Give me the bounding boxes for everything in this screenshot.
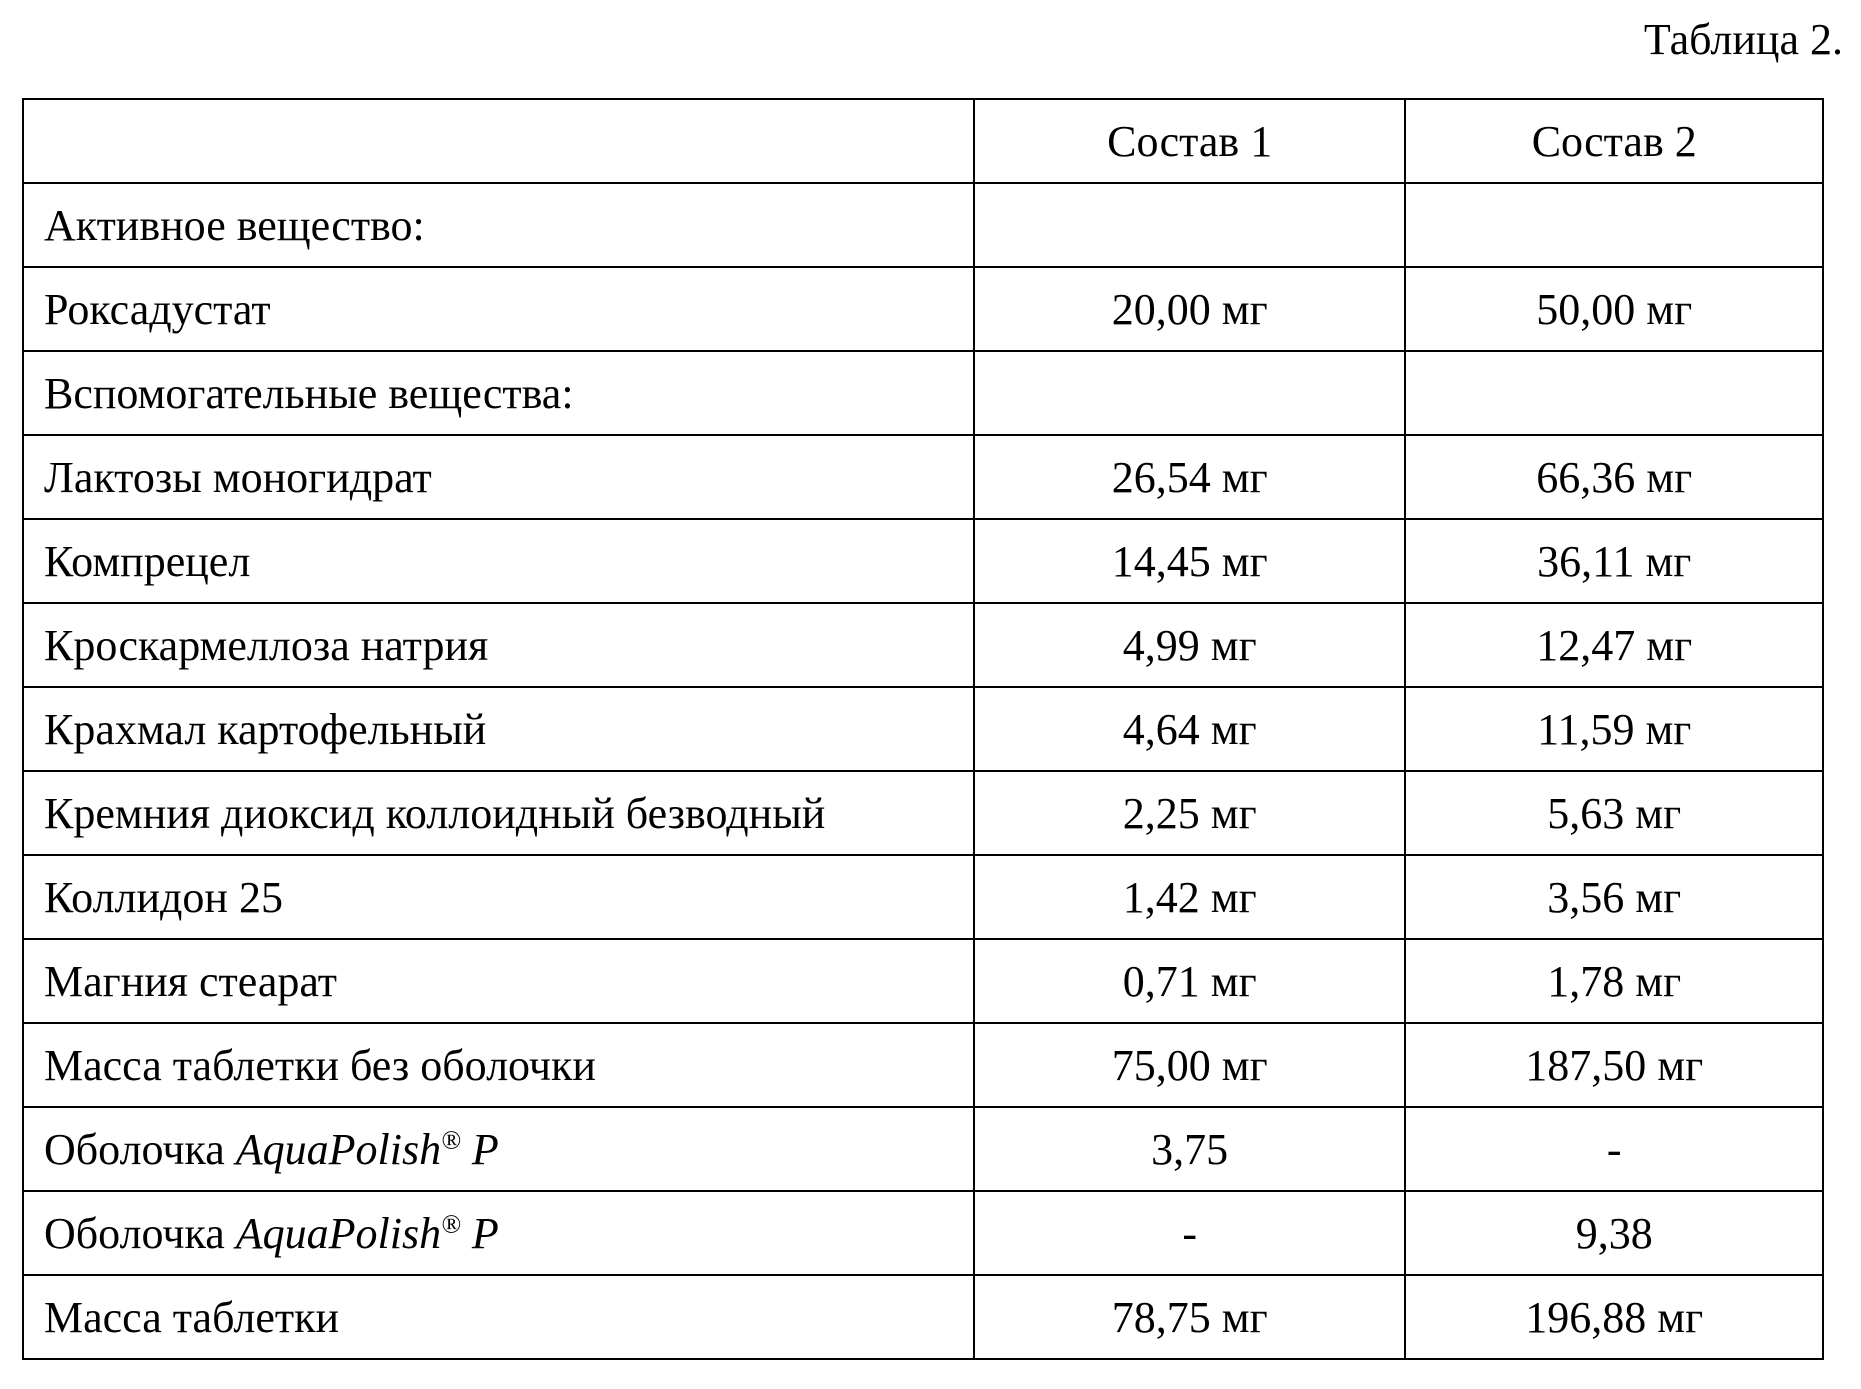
coating-prefix: Оболочка	[44, 1208, 236, 1258]
table-row-total	[23, 1275, 1823, 1359]
composition-2-value: 9,38	[1405, 1191, 1823, 1275]
composition-1-value	[974, 183, 1406, 267]
ingredient-name: Кремния диоксид коллоидный безводный	[23, 771, 974, 855]
composition-2-value: 12,47 мг	[1405, 603, 1823, 687]
table-row	[23, 603, 1823, 687]
composition-1-value: 14,45 мг	[974, 519, 1406, 603]
table-caption: Таблица 2.	[1643, 15, 1843, 64]
composition-2-value: 1,78 мг	[1405, 939, 1823, 1023]
ingredient-name: Магния стеарат	[23, 939, 974, 1023]
ingredient-name: Масса таблетки без оболочки	[23, 1023, 974, 1107]
coating-suffix: P	[460, 1124, 499, 1174]
ingredient-name: Масса таблетки	[23, 1275, 974, 1359]
table-row	[23, 435, 1823, 519]
table-row	[23, 939, 1823, 1023]
coating-brand: AquaPolish	[235, 1124, 442, 1174]
header-col1: Состав 1	[974, 99, 1406, 183]
composition-2-value	[1405, 183, 1823, 267]
coating-brand: AquaPolish	[235, 1208, 442, 1258]
table-row	[23, 687, 1823, 771]
ingredient-name: Лактозы моногидрат	[23, 435, 974, 519]
composition-1-value: 75,00 мг	[974, 1023, 1406, 1107]
table-row	[23, 267, 1823, 351]
composition-1-value: 20,00 мг	[974, 267, 1406, 351]
composition-2-value: 11,59 мг	[1405, 687, 1823, 771]
ingredient-name: Активное вещество:	[23, 183, 974, 267]
ingredient-name: Вспомогательные вещества:	[23, 351, 974, 435]
ingredient-name	[23, 1107, 974, 1191]
composition-table	[22, 98, 1824, 1360]
composition-2-value: 36,11 мг	[1405, 519, 1823, 603]
composition-1-value: 78,75 мг	[974, 1275, 1406, 1359]
composition-2-value: -	[1405, 1107, 1823, 1191]
table-row	[23, 351, 1823, 435]
registered-mark: ®	[441, 1124, 461, 1154]
coating-suffix: P	[460, 1208, 499, 1258]
header-col2: Состав 2	[1405, 99, 1823, 183]
composition-1-value: 4,99 мг	[974, 603, 1406, 687]
header-name-cell	[23, 99, 974, 183]
ingredient-name: Коллидон 25	[23, 855, 974, 939]
ingredient-name: Крахмал картофельный	[23, 687, 974, 771]
composition-1-value: 26,54 мг	[974, 435, 1406, 519]
composition-2-value: 187,50 мг	[1405, 1023, 1823, 1107]
registered-mark: ®	[441, 1208, 461, 1238]
composition-1-value	[974, 351, 1406, 435]
table-row-coating	[23, 1191, 1823, 1275]
ingredient-name: Компрецел	[23, 519, 974, 603]
ingredient-name: Роксадустат	[23, 267, 974, 351]
composition-1-value: -	[974, 1191, 1406, 1275]
composition-2-value	[1405, 351, 1823, 435]
table-row	[23, 771, 1823, 855]
table-row	[23, 519, 1823, 603]
table-row	[23, 1023, 1823, 1107]
composition-2-value: 50,00 мг	[1405, 267, 1823, 351]
composition-2-value: 66,36 мг	[1405, 435, 1823, 519]
table-row-coating	[23, 1107, 1823, 1191]
coating-prefix: Оболочка	[44, 1124, 236, 1174]
table-row	[23, 183, 1823, 267]
composition-1-value: 1,42 мг	[974, 855, 1406, 939]
ingredient-name: Кроскармеллоза натрия	[23, 603, 974, 687]
coating-brand-group	[236, 1125, 499, 1174]
composition-2-value: 196,88 мг	[1405, 1275, 1823, 1359]
table-header-row	[23, 99, 1823, 183]
table-row	[23, 855, 1823, 939]
composition-1-value: 4,64 мг	[974, 687, 1406, 771]
composition-2-value: 5,63 мг	[1405, 771, 1823, 855]
composition-1-value: 3,75	[974, 1107, 1406, 1191]
composition-1-value: 2,25 мг	[974, 771, 1406, 855]
ingredient-name	[23, 1191, 974, 1275]
composition-1-value: 0,71 мг	[974, 939, 1406, 1023]
coating-brand-group	[236, 1209, 499, 1258]
composition-2-value: 3,56 мг	[1405, 855, 1823, 939]
